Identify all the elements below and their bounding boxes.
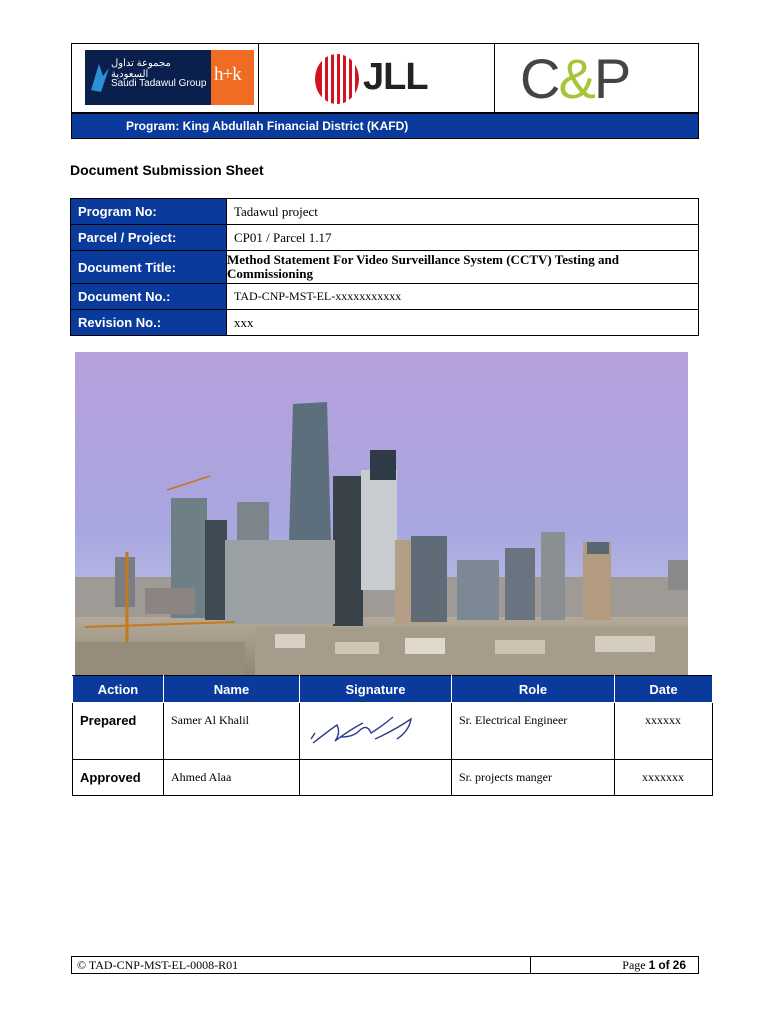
- name-cell: Samer Al Khalil: [164, 703, 300, 760]
- info-label: Parcel / Project:: [71, 225, 227, 251]
- tadawul-logo-cell: [72, 44, 259, 112]
- signoff-row-prepared: [73, 703, 713, 760]
- info-label: Revision No.:: [71, 310, 227, 336]
- cp-logo-cell: [495, 44, 698, 112]
- page-word: Page: [622, 958, 646, 972]
- column-header: Date: [615, 676, 713, 703]
- program-banner: Program: King Abdullah Financial District (KAFD): [71, 113, 699, 139]
- kafd-skyline-photo: [75, 352, 688, 675]
- date-cell: xxxxxxx: [615, 760, 713, 796]
- date-cell: xxxxxx: [615, 703, 713, 760]
- role-cell: Sr. Electrical Engineer: [452, 703, 615, 760]
- hk-logo: [211, 50, 254, 105]
- page-title: Document Submission Sheet: [70, 162, 264, 178]
- jll-logo-cell: [259, 44, 495, 112]
- tadawul-mark-icon: [89, 60, 111, 94]
- info-label: Document Title:: [71, 251, 227, 284]
- column-header: Role: [452, 676, 615, 703]
- signoff-table: [72, 675, 713, 796]
- info-value: Method Statement For Video Surveillance System (CCTV) Testing and Commissioning: [227, 251, 699, 284]
- info-row-docno: [71, 284, 699, 310]
- action-cell: Approved: [73, 760, 164, 796]
- info-row-revision: [71, 310, 699, 336]
- document-info-table: [70, 198, 699, 336]
- logo-header: [71, 43, 699, 113]
- footer-doc-ref: © TAD-CNP-MST-EL-0008-R01: [72, 957, 531, 973]
- tadawul-english-text: Saudi Tadawul Group: [111, 78, 207, 89]
- signature-cell: [300, 703, 452, 760]
- page-counter: [531, 957, 698, 973]
- column-header: Name: [164, 676, 300, 703]
- column-header: Signature: [300, 676, 452, 703]
- signoff-header-row: [73, 676, 713, 703]
- cp-logo: C&P: [520, 47, 630, 110]
- tadawul-arabic-text: مجموعة تداول السعودية: [111, 58, 171, 80]
- jll-logo-text: JLL: [363, 56, 428, 98]
- handwritten-signature: [301, 703, 421, 751]
- column-header: Action: [73, 676, 164, 703]
- info-label: Program No:: [71, 199, 227, 225]
- hk-logo-text: h+k: [214, 64, 241, 85]
- info-value: xxx: [227, 310, 699, 336]
- info-row-program: [71, 199, 699, 225]
- page-footer: [71, 956, 699, 974]
- of-word: of: [658, 958, 670, 972]
- saudi-tadawul-group-logo: [85, 50, 211, 105]
- info-value: Tadawul project: [227, 199, 699, 225]
- name-cell: Ahmed Alaa: [164, 760, 300, 796]
- page-total: 26: [672, 958, 686, 972]
- page-number: 1: [648, 958, 656, 972]
- action-cell: Prepared: [73, 703, 164, 760]
- info-value: TAD-CNP-MST-EL-xxxxxxxxxxx: [227, 284, 699, 310]
- info-label: Document No.:: [71, 284, 227, 310]
- role-cell: Sr. projects manger: [452, 760, 615, 796]
- signature-cell: [300, 760, 452, 796]
- jll-mark-icon: [313, 52, 367, 106]
- signoff-row-approved: [73, 760, 713, 796]
- info-row-title: [71, 251, 699, 284]
- info-row-parcel: [71, 225, 699, 251]
- info-value: CP01 / Parcel 1.17: [227, 225, 699, 251]
